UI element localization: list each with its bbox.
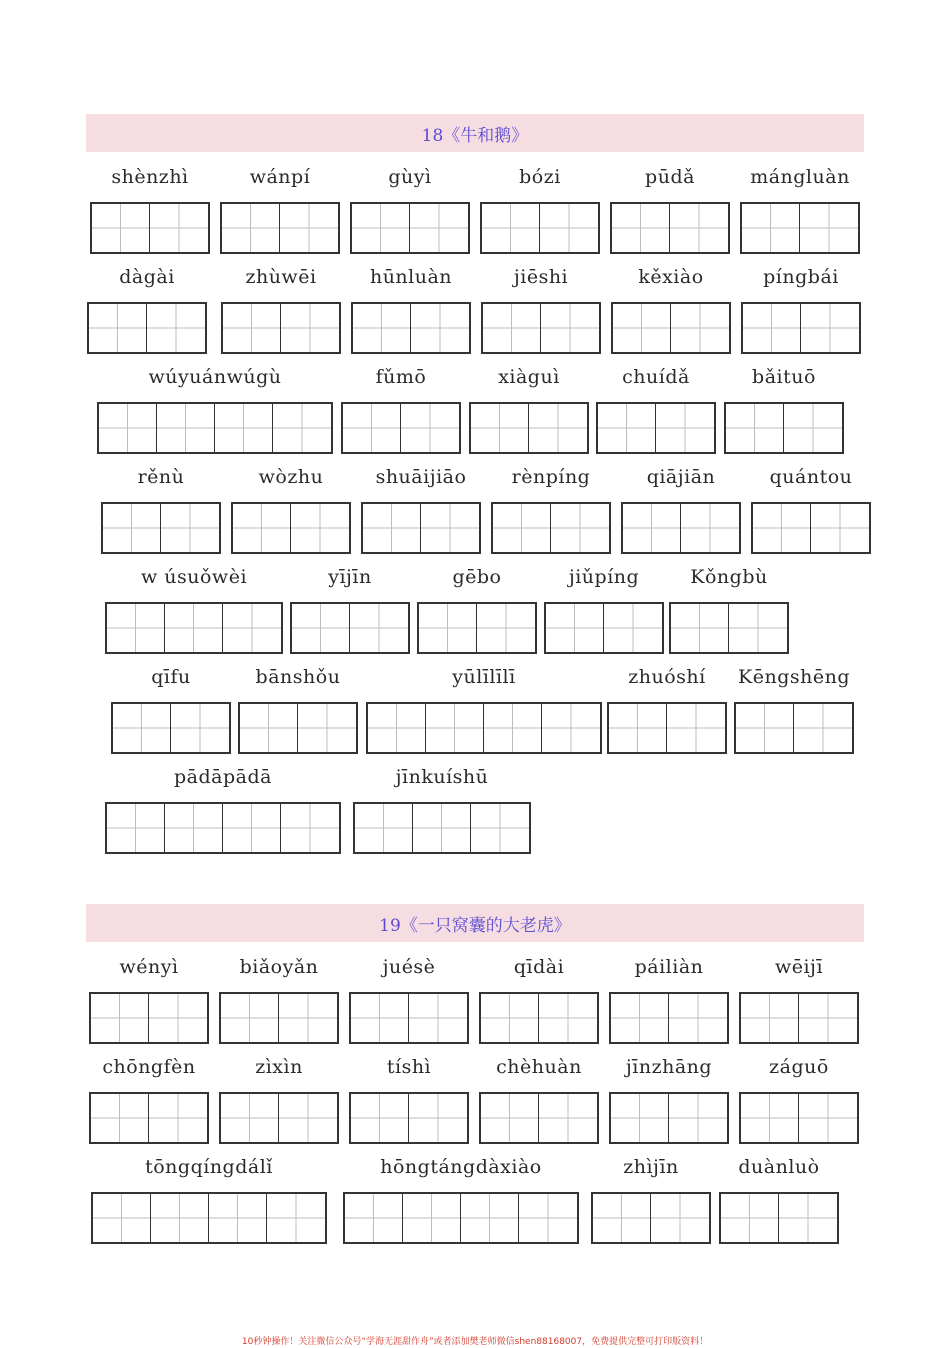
tianzige-cell[interactable] xyxy=(151,1194,209,1242)
tianzige-cell[interactable] xyxy=(741,1094,799,1142)
writing-grid xyxy=(349,992,469,1044)
tianzige-cell[interactable] xyxy=(546,604,604,652)
tianzige-cell[interactable] xyxy=(150,204,208,252)
writing-grid xyxy=(610,202,730,254)
writing-grid xyxy=(544,602,664,654)
pinyin-label: rènpíng xyxy=(511,466,591,488)
tianzige-cell[interactable] xyxy=(651,1194,709,1242)
tianzige-cell[interactable] xyxy=(165,604,223,652)
pinyin-label: dàgài xyxy=(119,266,175,288)
tianzige-cell[interactable] xyxy=(351,994,409,1042)
tianzige-cell[interactable] xyxy=(113,704,171,752)
word-row xyxy=(0,566,950,666)
writing-grid xyxy=(351,302,471,354)
pinyin-label: chuídǎ xyxy=(622,366,690,388)
tianzige-cell[interactable] xyxy=(410,204,468,252)
tianzige-cell[interactable] xyxy=(279,1094,337,1142)
pinyin-label: jīnkuíshū xyxy=(395,766,489,788)
writing-grid xyxy=(491,502,611,554)
tianzige-cell[interactable] xyxy=(107,604,165,652)
pinyin-label: bózi xyxy=(519,166,561,188)
writing-grid xyxy=(740,202,860,254)
pinyin-label: jīnzhāng xyxy=(625,1056,713,1078)
pinyin-label: biǎoyǎn xyxy=(239,956,319,978)
tianzige-cell[interactable] xyxy=(481,1094,539,1142)
pinyin-label: zhùwēi xyxy=(245,266,317,288)
tianzige-cell[interactable] xyxy=(623,504,681,552)
pinyin-label: rěnù xyxy=(137,466,185,488)
pinyin-label: yījīn xyxy=(328,566,372,588)
tianzige-cell[interactable] xyxy=(493,504,551,552)
writing-grid xyxy=(349,1092,469,1144)
tianzige-cell[interactable] xyxy=(409,1094,467,1142)
tianzige-cell[interactable] xyxy=(157,404,215,452)
pinyin-label: yūlīlīlī xyxy=(452,666,516,688)
tianzige-cell[interactable] xyxy=(149,1094,207,1142)
writing-grid xyxy=(719,1192,839,1244)
pinyin-label: Kēngshēng xyxy=(738,666,850,688)
tianzige-cell[interactable] xyxy=(221,1094,279,1142)
pinyin-label: tíshì xyxy=(386,1056,432,1078)
tianzige-cell[interactable] xyxy=(484,704,542,752)
pinyin-label: zìxìn xyxy=(255,1056,303,1078)
writing-grid xyxy=(417,602,537,654)
tianzige-cell[interactable] xyxy=(233,504,291,552)
tianzige-cell[interactable] xyxy=(165,804,223,852)
writing-grid xyxy=(361,502,481,554)
tianzige-cell[interactable] xyxy=(215,404,273,452)
tianzige-cell[interactable] xyxy=(801,304,859,352)
writing-grid xyxy=(353,802,531,854)
tianzige-cell[interactable] xyxy=(670,204,728,252)
pinyin-label: jiǔpíng xyxy=(568,566,640,588)
footer-note: 10秒钟操作！关注微信公众号“学海无涯甜作舟”或者添加樊老师微信shen88168007，免费提供完整可打印版资料！ xyxy=(241,1337,709,1347)
section-header-18 xyxy=(86,114,864,152)
tianzige-cell[interactable] xyxy=(611,1094,669,1142)
writing-grid xyxy=(479,992,599,1044)
writing-grid xyxy=(469,402,589,454)
word-row xyxy=(0,166,950,266)
writing-grid xyxy=(669,602,789,654)
tianzige-cell[interactable] xyxy=(161,504,219,552)
writing-grid xyxy=(596,402,716,454)
writing-grid xyxy=(101,502,221,554)
writing-grid xyxy=(621,502,741,554)
tianzige-cell[interactable] xyxy=(729,604,787,652)
tianzige-cell[interactable] xyxy=(799,994,857,1042)
tianzige-cell[interactable] xyxy=(794,704,852,752)
tianzige-cell[interactable] xyxy=(267,1194,325,1242)
tianzige-cell[interactable] xyxy=(800,204,858,252)
writing-grid xyxy=(220,202,340,254)
pinyin-label: gùyì xyxy=(388,166,432,188)
tianzige-cell[interactable] xyxy=(681,504,739,552)
tianzige-cell[interactable] xyxy=(656,404,714,452)
writing-grid xyxy=(97,402,333,454)
tianzige-cell[interactable] xyxy=(477,604,535,652)
pinyin-label: páiliàn xyxy=(634,956,704,978)
tianzige-cell[interactable] xyxy=(671,604,729,652)
writing-grid xyxy=(739,1092,859,1144)
tianzige-cell[interactable] xyxy=(223,304,281,352)
tianzige-cell[interactable] xyxy=(611,994,669,1042)
writing-grid xyxy=(366,702,602,754)
word-row xyxy=(0,956,950,1056)
pinyin-label: qīdài xyxy=(513,956,565,978)
writing-grid xyxy=(89,1092,209,1144)
word-row xyxy=(0,766,950,866)
tianzige-cell[interactable] xyxy=(741,994,799,1042)
tianzige-cell[interactable] xyxy=(482,204,540,252)
tianzige-cell[interactable] xyxy=(240,704,298,752)
tianzige-cell[interactable] xyxy=(368,704,426,752)
word-row xyxy=(0,1156,950,1256)
tianzige-cell[interactable] xyxy=(612,204,670,252)
tianzige-cell[interactable] xyxy=(401,404,459,452)
tianzige-cell[interactable] xyxy=(481,994,539,1042)
tianzige-cell[interactable] xyxy=(471,404,529,452)
tianzige-cell[interactable] xyxy=(353,304,411,352)
pinyin-label: duànluò xyxy=(738,1156,820,1178)
tianzige-cell[interactable] xyxy=(99,404,157,452)
writing-grid xyxy=(290,602,410,654)
pinyin-label: tōngqíngdálǐ xyxy=(145,1156,273,1178)
tianzige-cell[interactable] xyxy=(291,504,349,552)
pinyin-label: jiēshi xyxy=(513,266,569,288)
tianzige-cell[interactable] xyxy=(355,804,413,852)
tianzige-cell[interactable] xyxy=(742,204,800,252)
writing-grid xyxy=(89,992,209,1044)
tianzige-cell[interactable] xyxy=(345,1194,403,1242)
writing-grid xyxy=(231,502,351,554)
pinyin-label: qiājiān xyxy=(646,466,716,488)
tianzige-cell[interactable] xyxy=(292,604,350,652)
tianzige-cell[interactable] xyxy=(461,1194,519,1242)
writing-grid xyxy=(611,302,731,354)
writing-grid xyxy=(91,1192,327,1244)
tianzige-cell[interactable] xyxy=(540,204,598,252)
writing-grid xyxy=(343,1192,579,1244)
pinyin-label: wúyuánwúgù xyxy=(148,366,282,388)
writing-grid xyxy=(741,302,861,354)
tianzige-cell[interactable] xyxy=(779,1194,837,1242)
tianzige-cell[interactable] xyxy=(103,504,161,552)
tianzige-cell[interactable] xyxy=(529,404,587,452)
tianzige-cell[interactable] xyxy=(519,1194,577,1242)
tianzige-cell[interactable] xyxy=(343,404,401,452)
writing-grid xyxy=(724,402,844,454)
tianzige-cell[interactable] xyxy=(149,994,207,1042)
tianzige-cell[interactable] xyxy=(483,304,541,352)
tianzige-cell[interactable] xyxy=(669,1094,727,1142)
tianzige-cell[interactable] xyxy=(799,1094,857,1142)
writing-grid xyxy=(105,602,283,654)
writing-grid xyxy=(734,702,854,754)
tianzige-cell[interactable] xyxy=(471,804,529,852)
tianzige-cell[interactable] xyxy=(351,1094,409,1142)
writing-grid xyxy=(111,702,231,754)
tianzige-cell[interactable] xyxy=(669,994,727,1042)
writing-grid xyxy=(609,1092,729,1144)
pinyin-label: záguō xyxy=(769,1056,829,1078)
word-row xyxy=(0,1056,950,1156)
tianzige-cell[interactable] xyxy=(281,804,339,852)
tianzige-cell[interactable] xyxy=(726,404,784,452)
pinyin-label: quántou xyxy=(769,466,853,488)
section-header-19 xyxy=(86,904,864,942)
tianzige-cell[interactable] xyxy=(551,504,609,552)
tianzige-cell[interactable] xyxy=(171,704,229,752)
word-row xyxy=(0,266,950,366)
tianzige-cell[interactable] xyxy=(811,504,869,552)
tianzige-cell[interactable] xyxy=(671,304,729,352)
word-row xyxy=(0,466,950,566)
tianzige-cell[interactable] xyxy=(426,704,484,752)
tianzige-cell[interactable] xyxy=(222,204,280,252)
writing-grid xyxy=(480,202,600,254)
tianzige-cell[interactable] xyxy=(421,504,479,552)
tianzige-cell[interactable] xyxy=(352,204,410,252)
pinyin-label: Kǒngbù xyxy=(690,566,768,588)
pinyin-label: pādāpādā xyxy=(174,766,272,788)
writing-grid xyxy=(739,992,859,1044)
tianzige-cell[interactable] xyxy=(147,304,205,352)
pinyin-label: mángluàn xyxy=(750,166,850,188)
tianzige-cell[interactable] xyxy=(539,1094,597,1142)
tianzige-cell[interactable] xyxy=(784,404,842,452)
tianzige-cell[interactable] xyxy=(667,704,725,752)
pinyin-label: hōngtángdàxiào xyxy=(380,1156,542,1178)
pinyin-label: wánpí xyxy=(249,166,311,188)
writing-grid xyxy=(609,992,729,1044)
tianzige-cell[interactable] xyxy=(107,804,165,852)
tianzige-cell[interactable] xyxy=(721,1194,779,1242)
pinyin-label: qīfu xyxy=(151,666,191,688)
tianzige-cell[interactable] xyxy=(91,1094,149,1142)
pinyin-label: chōngfèn xyxy=(102,1056,196,1078)
writing-grid xyxy=(219,1092,339,1144)
writing-grid xyxy=(238,702,358,754)
tianzige-cell[interactable] xyxy=(539,994,597,1042)
tianzige-cell[interactable] xyxy=(413,804,471,852)
tianzige-cell[interactable] xyxy=(281,304,339,352)
pinyin-label: wēijī xyxy=(774,956,824,978)
tianzige-cell[interactable] xyxy=(363,504,421,552)
tianzige-cell[interactable] xyxy=(753,504,811,552)
tianzige-cell[interactable] xyxy=(743,304,801,352)
tianzige-cell[interactable] xyxy=(613,304,671,352)
tianzige-cell[interactable] xyxy=(541,304,599,352)
pinyin-label: pūdǎ xyxy=(645,166,695,188)
tianzige-cell[interactable] xyxy=(609,704,667,752)
word-row xyxy=(0,666,950,766)
tianzige-cell[interactable] xyxy=(419,604,477,652)
tianzige-cell[interactable] xyxy=(604,604,662,652)
pinyin-label: zhuóshí xyxy=(628,666,706,688)
writing-grid xyxy=(221,302,341,354)
pinyin-label: hūnluàn xyxy=(369,266,453,288)
pinyin-label: shuāijiāo xyxy=(375,466,467,488)
section-title: 18《牛和鹅》 xyxy=(421,125,529,146)
pinyin-label: juésè xyxy=(382,956,436,978)
section-title: 19《一只窝囊的大老虎》 xyxy=(379,915,571,936)
tianzige-cell[interactable] xyxy=(91,994,149,1042)
pinyin-label: wòzhu xyxy=(258,466,324,488)
writing-grid xyxy=(350,202,470,254)
tianzige-cell[interactable] xyxy=(411,304,469,352)
tianzige-cell[interactable] xyxy=(221,994,279,1042)
tianzige-cell[interactable] xyxy=(280,204,338,252)
tianzige-cell[interactable] xyxy=(593,1194,651,1242)
writing-grid xyxy=(87,302,207,354)
tianzige-cell[interactable] xyxy=(279,994,337,1042)
tianzige-cell[interactable] xyxy=(350,604,408,652)
tianzige-cell[interactable] xyxy=(92,204,150,252)
pinyin-label: zhìjīn xyxy=(623,1156,679,1178)
pinyin-label: w úsuǒwèi xyxy=(140,566,248,588)
tianzige-cell[interactable] xyxy=(93,1194,151,1242)
pinyin-label: shènzhì xyxy=(111,166,189,188)
pinyin-label: bānshǒu xyxy=(255,666,341,688)
writing-grid xyxy=(219,992,339,1044)
pinyin-label: wényì xyxy=(119,956,179,978)
pinyin-label: kěxiào xyxy=(638,266,704,288)
tianzige-cell[interactable] xyxy=(223,804,281,852)
writing-grid xyxy=(90,202,210,254)
pinyin-label: gēbo xyxy=(452,566,502,588)
writing-grid xyxy=(481,302,601,354)
tianzige-cell[interactable] xyxy=(403,1194,461,1242)
tianzige-cell[interactable] xyxy=(542,704,600,752)
tianzige-cell[interactable] xyxy=(273,404,331,452)
tianzige-cell[interactable] xyxy=(598,404,656,452)
tianzige-cell[interactable] xyxy=(89,304,147,352)
tianzige-cell[interactable] xyxy=(223,604,281,652)
writing-grid xyxy=(607,702,727,754)
pinyin-label: fǔmō xyxy=(375,366,427,388)
tianzige-cell[interactable] xyxy=(209,1194,267,1242)
writing-grid xyxy=(751,502,871,554)
pinyin-label: píngbái xyxy=(763,266,839,288)
tianzige-cell[interactable] xyxy=(409,994,467,1042)
pinyin-label: bǎituō xyxy=(752,366,816,388)
writing-grid xyxy=(341,402,461,454)
writing-grid xyxy=(591,1192,711,1244)
tianzige-cell[interactable] xyxy=(298,704,356,752)
pinyin-label: xiàguì xyxy=(498,366,560,388)
pinyin-label: chèhuàn xyxy=(496,1056,582,1078)
writing-grid xyxy=(479,1092,599,1144)
writing-grid xyxy=(105,802,341,854)
word-row xyxy=(0,366,950,466)
tianzige-cell[interactable] xyxy=(736,704,794,752)
